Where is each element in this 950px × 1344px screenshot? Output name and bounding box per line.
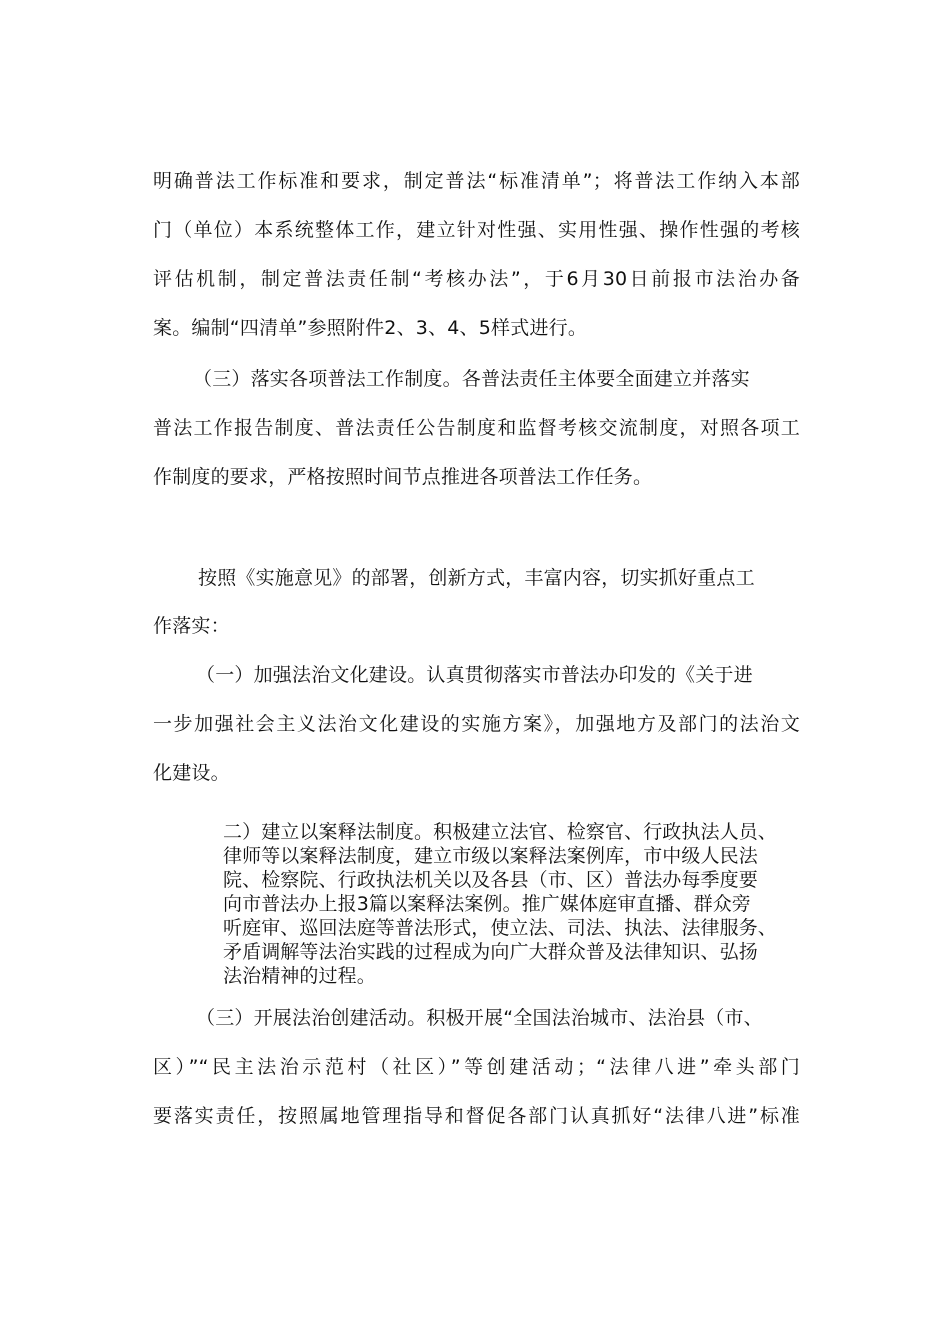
text-line-18: 矛盾调解等法治实践的过程成为向广大群众普及法律知识、弘扬: [223, 941, 758, 963]
text-line-21: 区）”“民主法治示范村（社区）”等创建活动；“法律八进”牵头部门: [153, 1056, 800, 1078]
text-line-1: 明确普法工作标准和要求，制定普法“标准清单”；将普法工作纳入本部: [153, 170, 800, 192]
text-line-19: 法治精神的过程。: [223, 965, 376, 987]
text-line-3: 评估机制，制定普法责任制“考核办法”，于6月30日前报市法治办备: [153, 268, 800, 290]
text-line-12: 化建设。: [153, 762, 230, 784]
text-line-17: 听庭审、巡回法庭等普法形式，使立法、司法、执法、法律服务、: [223, 917, 777, 939]
text-line-8: 按照《实施意见》的部署，创新方式，丰富内容，切实抓好重点工: [198, 567, 755, 589]
text-line-2: 门（单位）本系统整体工作，建立针对性强、实用性强、操作性强的考核: [153, 219, 800, 241]
text-line-7: 作制度的要求，严格按照时间节点推进各项普法工作任务。: [153, 466, 653, 488]
text-line-16: 向市普法办上报3篇以案释法案例。推广媒体庭审直播、群众旁: [223, 893, 751, 915]
text-line-9: 作落实：: [153, 615, 230, 637]
text-line-13: 二）建立以案释法制度。积极建立法官、检察官、行政执法人员、: [223, 821, 777, 843]
text-line-6: 普法工作报告制度、普法责任公告制度和监督考核交流制度，对照各项工: [153, 417, 800, 439]
text-line-4: 案。编制“四清单”参照附件2、3、4、5样式进行。: [153, 317, 588, 339]
text-line-14: 律师等以案释法制度，建立市级以案释法案例库，市中级人民法: [223, 845, 758, 867]
text-line-15: 院、检察院、行政执法机关以及各县（市、区）普法办每季度要: [223, 869, 758, 891]
text-line-20: （三）开展法治创建活动。积极开展“全国法治城市、法治县（市、: [196, 1007, 763, 1029]
text-line-10: （一）加强法治文化建设。认真贯彻落实市普法办印发的《关于进: [196, 664, 753, 686]
text-line-11: 一步加强社会主义法治文化建设的实施方案》，加强地方及部门的法治文: [153, 713, 800, 735]
text-line-22: 要落实责任，按照属地管理指导和督促各部门认真抓好“法律八进”标准: [153, 1105, 800, 1127]
text-line-5: （三）落实各项普法工作制度。各普法责任主体要全面建立并落实: [193, 368, 750, 390]
